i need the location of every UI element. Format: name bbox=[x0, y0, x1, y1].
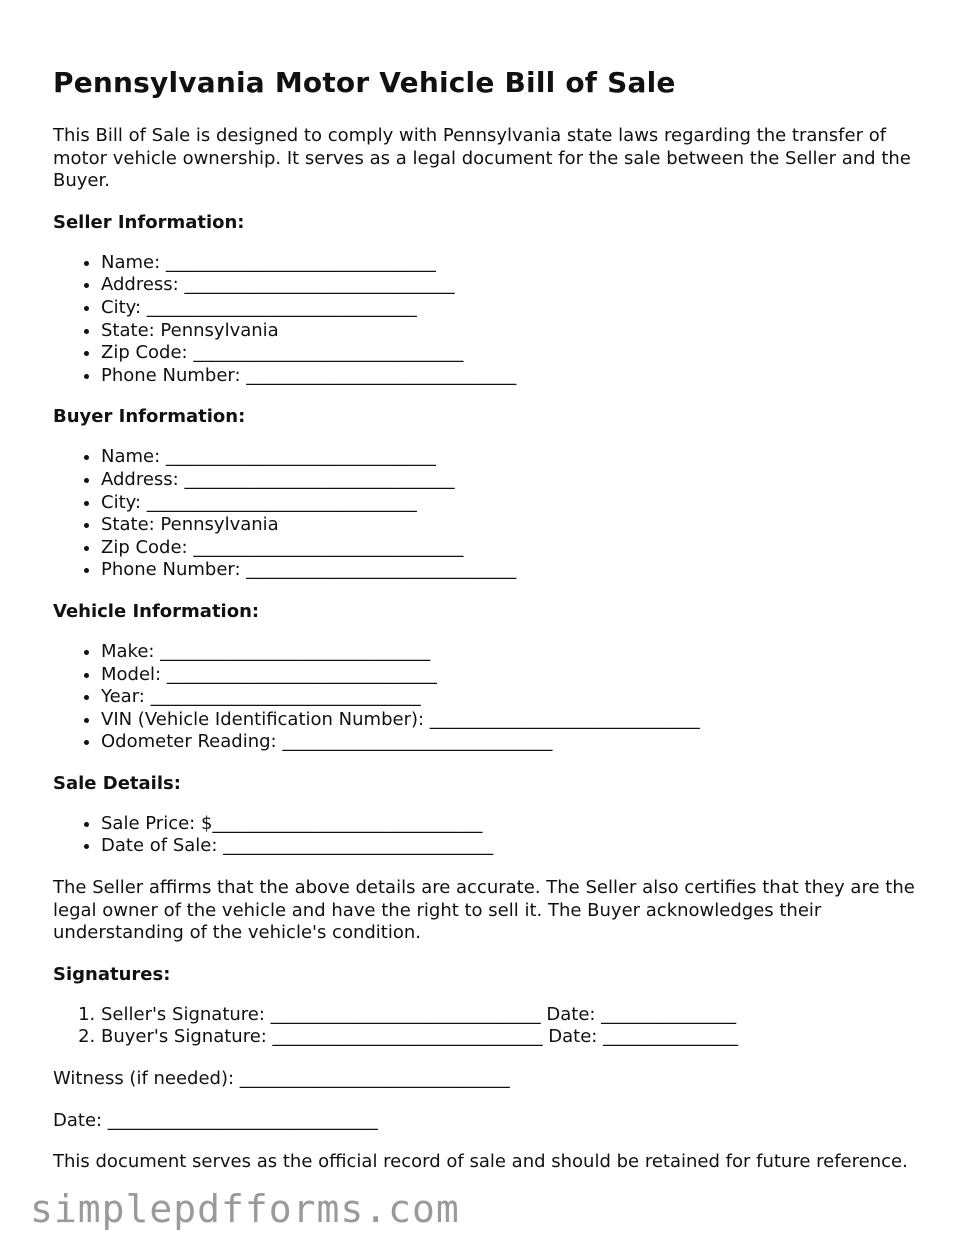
affirmation-paragraph: The Seller affirms that the above details are accurate. The Seller also certifies that they are the legal owner of the vehicle and have the right to sell it. The Buyer acknowledges their understanding of the vehicle's condition. bbox=[53, 877, 915, 944]
buyer-heading: Buyer Information: bbox=[53, 406, 246, 428]
sale-price-field[interactable]: • Sale Price: $______________________________ bbox=[101, 813, 923, 836]
vehicle-odometer-field[interactable]: • Odometer Reading: ______________________________ bbox=[101, 731, 923, 754]
buyer-zip-field[interactable]: • Zip Code: ______________________________ bbox=[101, 537, 923, 560]
witness-field[interactable]: Witness (if needed): ______________________________ bbox=[53, 1068, 510, 1090]
seller-list bbox=[53, 252, 923, 388]
sale-heading: Sale Details: bbox=[53, 772, 181, 794]
vehicle-make-field[interactable]: • Make: ______________________________ bbox=[101, 641, 923, 664]
document-title: Pennsylvania Motor Vehicle Bill of Sale bbox=[53, 66, 676, 99]
buyer-state-field: • State: Pennsylvania bbox=[101, 514, 923, 537]
buyer-name-field[interactable]: • Name: ______________________________ bbox=[101, 446, 923, 469]
signatures-heading: Signatures: bbox=[53, 963, 171, 985]
closing-paragraph: This document serves as the official record of sale and should be retained for future reference. bbox=[53, 1151, 908, 1173]
sale-list bbox=[53, 813, 923, 858]
signatures-list bbox=[53, 1004, 923, 1049]
buyer-city-field[interactable]: • City: ______________________________ bbox=[101, 492, 923, 515]
sale-date-field[interactable]: • Date of Sale: ______________________________ bbox=[101, 835, 923, 858]
seller-city-field[interactable]: • City: ______________________________ bbox=[101, 297, 923, 320]
seller-zip-field[interactable]: • Zip Code: ______________________________ bbox=[101, 342, 923, 365]
watermark-text: simplepdfforms.com bbox=[30, 1187, 460, 1231]
vehicle-vin-field[interactable]: • VIN (Vehicle Identification Number): ______________________________ bbox=[101, 709, 923, 732]
seller-state-field: • State: Pennsylvania bbox=[101, 320, 923, 343]
vehicle-year-field[interactable]: • Year: ______________________________ bbox=[101, 686, 923, 709]
vehicle-model-field[interactable]: • Model: ______________________________ bbox=[101, 664, 923, 687]
buyer-signature-field[interactable]: 2. Buyer's Signature: ______________________________ Date: _______________ bbox=[101, 1026, 923, 1049]
buyer-list bbox=[53, 446, 923, 582]
seller-signature-field[interactable]: 1. Seller's Signature: ______________________________ Date: _______________ bbox=[101, 1004, 923, 1027]
buyer-phone-field[interactable]: • Phone Number: ______________________________ bbox=[101, 559, 923, 582]
seller-heading: Seller Information: bbox=[53, 211, 245, 233]
date-field[interactable]: Date: ______________________________ bbox=[53, 1109, 378, 1131]
seller-address-field[interactable]: • Address: ______________________________ bbox=[101, 274, 923, 297]
seller-name-field[interactable]: • Name: ______________________________ bbox=[101, 252, 923, 275]
buyer-address-field[interactable]: • Address: ______________________________ bbox=[101, 469, 923, 492]
vehicle-list bbox=[53, 641, 923, 754]
intro-paragraph: This Bill of Sale is designed to comply with Pennsylvania state laws regarding the transfer of motor vehicle ownership. It serves as a legal document for the sale between the Seller and the Buyer. bbox=[53, 125, 911, 192]
seller-phone-field[interactable]: • Phone Number: ______________________________ bbox=[101, 365, 923, 388]
vehicle-heading: Vehicle Information: bbox=[53, 600, 260, 622]
document-page bbox=[53, 62, 923, 1174]
